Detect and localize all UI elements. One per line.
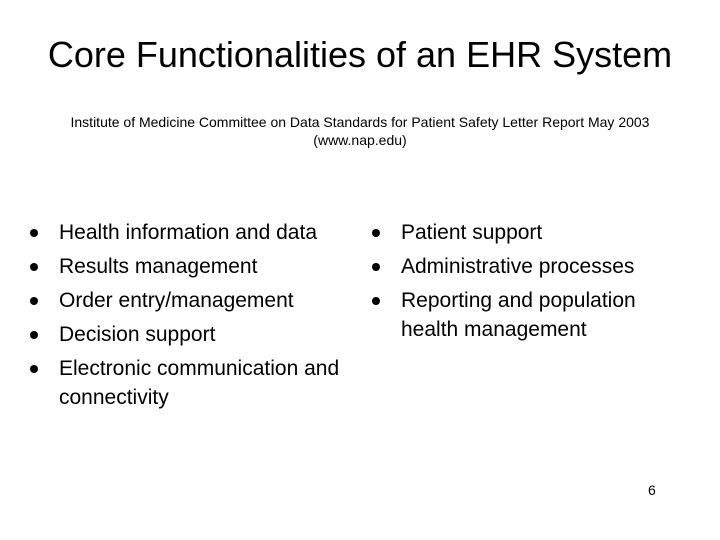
- bullet-text: Patient support: [401, 221, 543, 244]
- bullet-item: [372, 252, 692, 281]
- bullet-icon: [372, 297, 380, 305]
- bullet-text: Order entry/management: [59, 289, 294, 312]
- bullet-icon: [372, 229, 380, 237]
- bullet-item: [30, 286, 370, 315]
- bullet-text: Decision support: [59, 323, 216, 346]
- bullet-item: [30, 218, 370, 247]
- bullet-text: Reporting and population health management: [401, 289, 636, 341]
- bullet-item: [30, 320, 370, 349]
- subtitle-url: (www.nap.edu): [313, 132, 407, 148]
- bullet-icon: [372, 263, 380, 271]
- slide-title: Core Functionalities of an EHR System: [47, 34, 673, 75]
- bullet-icon: [30, 229, 38, 237]
- bullet-text: Administrative processes: [401, 255, 635, 278]
- bullet-icon: [30, 297, 38, 305]
- right-bullet-list: [372, 218, 692, 344]
- bullet-text: Electronic communication and connectivity: [59, 357, 340, 409]
- bullet-text: Health information and data: [59, 221, 317, 244]
- subtitle: [20, 113, 700, 149]
- bullet-item: [372, 218, 692, 247]
- bullet-icon: [30, 263, 38, 271]
- bullet-icon: [30, 365, 38, 373]
- bullet-item: [372, 286, 692, 344]
- page-number: 6: [648, 482, 656, 498]
- bullet-item: [30, 252, 370, 281]
- bullet-text: Results management: [59, 255, 258, 278]
- subtitle-source: Institute of Medicine Committee on Data Standards for Patient Safety Letter Report May 2003: [70, 114, 650, 130]
- bullet-icon: [30, 331, 38, 339]
- bullet-item: [30, 354, 370, 412]
- left-bullet-list: [30, 218, 370, 412]
